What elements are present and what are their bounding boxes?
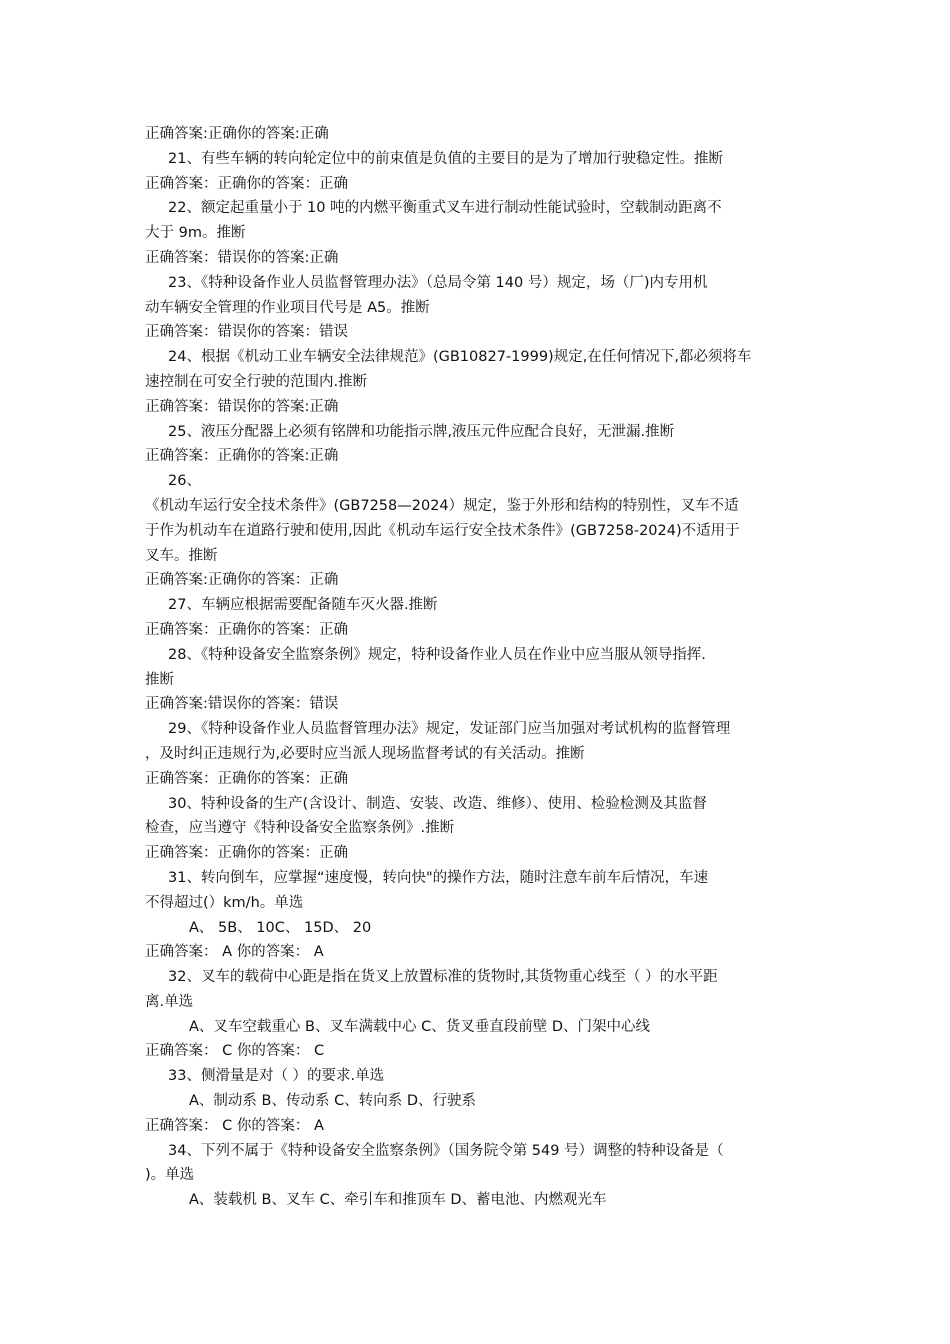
- question-continuation-line: 速控制在可安全行驶的范围内.推断: [145, 373, 368, 390]
- question-continuation-line: 离.单选: [145, 993, 194, 1010]
- question-continuation-line: 于作为机动车在道路行驶和使用,因此《机动车运行安全技术条件》(GB7258-2024)不适用于: [145, 522, 740, 539]
- question-continuation-line: 大于 9m。推断: [145, 225, 246, 242]
- question-line: 23、《特种设备作业人员监督管理办法》（总局令第 140 号）规定，场（厂)内专用机: [168, 274, 708, 291]
- answer-line: 正确答案：正确你的答案：正确: [145, 621, 348, 638]
- question-continuation-line: 《机动车运行安全技术条件》(GB7258—2024）规定，鉴于外形和结构的特别性，叉车不适: [145, 497, 739, 514]
- answer-line: 正确答案：错误你的答案:正确: [145, 249, 339, 266]
- question-line: 32、叉车的载荷中心距是指在货叉上放置标准的货物时,其货物重心线至（ ）的水平距: [168, 969, 718, 986]
- answer-line: 正确答案： C 你的答案： C: [145, 1043, 325, 1060]
- question-continuation-line: 不得超过(）km/h。单选: [145, 894, 304, 911]
- question-line: 30、特种设备的生产(含设计、制造、安装、改造、维修）、使用、检验检测及其监督: [168, 795, 707, 812]
- question-line: 28、《特种设备安全监察条例》规定，特种设备作业人员在作业中应当服从领导指挥.: [168, 646, 706, 663]
- question-line: 25、液压分配器上必须有铭牌和功能指示牌,液压元件应配合良好，无泄漏.推断: [168, 423, 675, 440]
- question-line: 29、《特种设备作业人员监督管理办法》规定，发证部门应当加强对考试机构的监督管理: [168, 721, 731, 738]
- options-line: A、叉车空载重心 B、叉车满载中心 C、货叉垂直段前壁 D、门架中心线: [189, 1018, 650, 1035]
- answer-line: 正确答案:错误你的答案：错误: [145, 696, 339, 713]
- question-line: 24、根据《机动工业车辆安全法律规范》(GB10827-1999)规定,在任何情况下,都必须将车: [168, 349, 752, 366]
- answer-line: 正确答案：正确你的答案：正确: [145, 845, 348, 862]
- options-line: A、 5B、 10C、 15D、 20: [189, 919, 372, 936]
- answer-line: 正确答案：正确你的答案：正确: [145, 175, 348, 192]
- answer-line: 正确答案：错误你的答案：错误: [145, 324, 348, 341]
- question-continuation-line: 叉车。推断: [145, 547, 218, 564]
- question-continuation-line: )。单选: [145, 1167, 195, 1184]
- document-body: [145, 122, 810, 1213]
- question-line: 34、下列不属于《特种设备安全监察条例》（国务院令第 549 号）调整的特种设备是（: [168, 1142, 724, 1159]
- question-continuation-line: 推断: [145, 671, 174, 688]
- options-line: A、装载机 B、叉车 C、牵引车和推顶车 D、蓄电池、内燃观光车: [189, 1192, 607, 1209]
- answer-line: 正确答案： C 你的答案： A: [145, 1117, 324, 1134]
- options-line: A、制动系 B、传动系 C、转向系 D、行驶系: [189, 1093, 476, 1110]
- answer-line: 正确答案:正确你的答案：正确: [145, 572, 339, 589]
- answer-line: 正确答案：正确你的答案:正确: [145, 448, 339, 465]
- question-line: 22、额定起重量小于 10 吨的内燃平衡重式叉车进行制动性能试验时，空载制动距离不: [168, 200, 722, 217]
- answer-line: 正确答案：正确你的答案：正确: [145, 770, 348, 787]
- answer-line: 正确答案： A 你的答案： A: [145, 944, 324, 961]
- answer-line: 正确答案：错误你的答案:正确: [145, 398, 339, 415]
- question-line: 33、侧滑量是对（ ）的要求.单选: [168, 1068, 385, 1085]
- question-continuation-line: ，及时纠正违规行为,必要时应当派人现场监督考试的有关活动。推断: [145, 745, 585, 762]
- question-line: 21、有些车辆的转向轮定位中的前束值是负值的主要目的是为了增加行驶稳定性。推断: [168, 150, 723, 167]
- question-line: 26、: [168, 473, 201, 490]
- answer-line: 正确答案:正确你的答案:正确: [145, 126, 329, 142]
- question-continuation-line: 动车辆安全管理的作业项目代号是 A5。推断: [145, 299, 430, 316]
- question-line: 27、车辆应根据需要配备随车灭火器.推断: [168, 597, 438, 614]
- question-line: 31、转向倒车，应掌握“速度慢，转向快"的操作方法，随时注意车前车后情况，车速: [168, 869, 709, 886]
- question-continuation-line: 检查，应当遵守《特种设备安全监察条例》.推断: [145, 820, 455, 837]
